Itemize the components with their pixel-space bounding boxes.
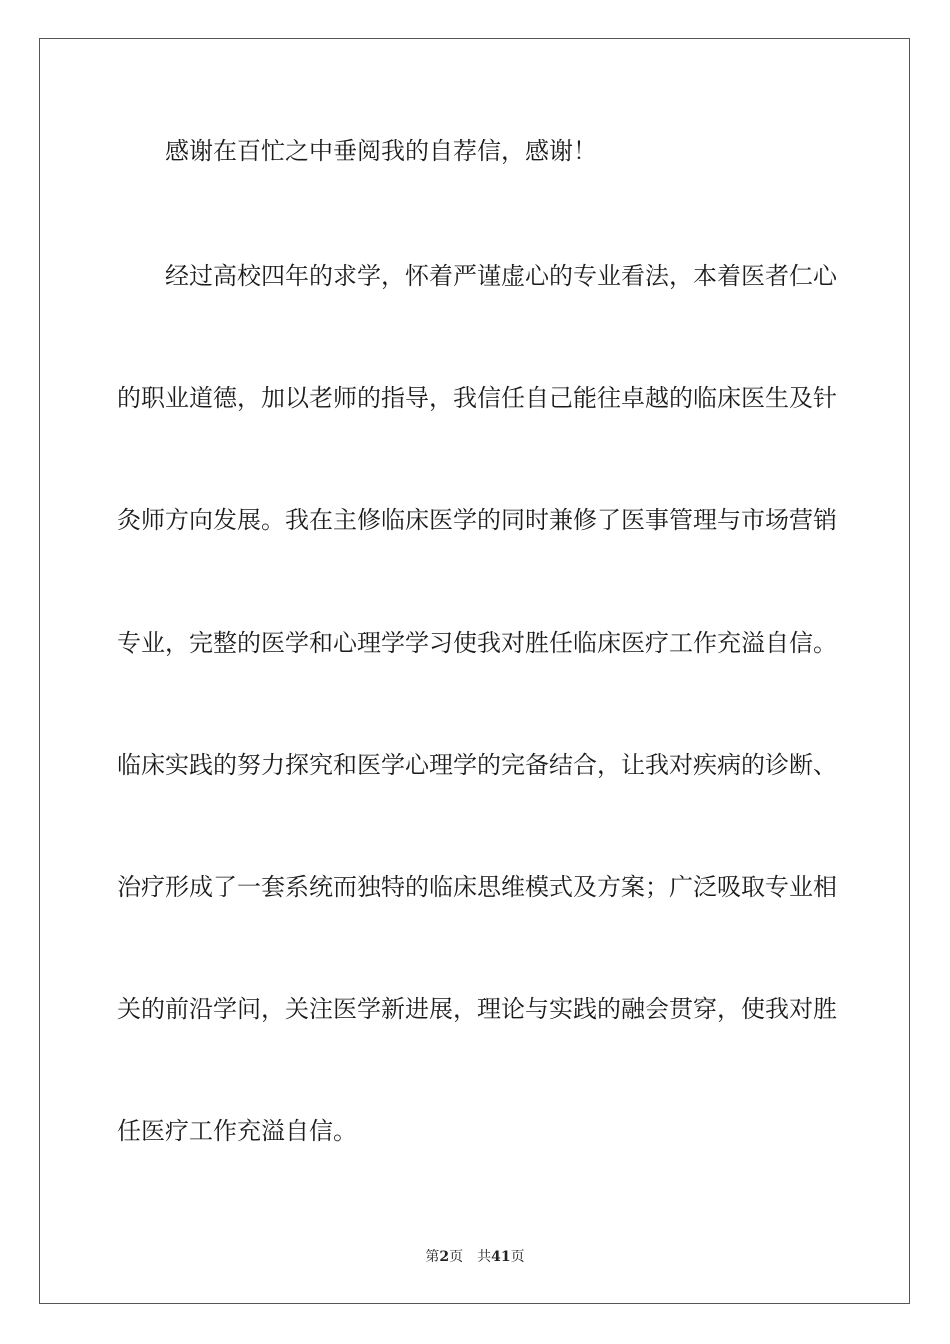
footer-page-prefix: 第 [425,1249,440,1265]
paragraph-line-9: 任医疗工作充溢自信。 [117,1117,357,1145]
footer-page-number: 2 [439,1249,450,1265]
page-footer [0,1248,950,1266]
paragraph-line-3: 的职业道德，加以老师的指导，我信任自己能往卓越的临床医生及针 [117,384,837,412]
paragraph-line-7: 治疗形成了一套系统而独特的临床思维模式及方案；广泛吸取专业相 [117,873,837,901]
footer-total-pages: 41 [491,1249,511,1265]
paragraph-line-8: 关的前沿学问，关注医学新进展，理论与实践的融会贯穿，使我对胜 [117,995,837,1023]
page-border [39,38,910,1304]
paragraph-line-6: 临床实践的努力探究和医学心理学的完备结合，让我对疾病的诊断、 [117,751,837,779]
footer-total-prefix: 共 [477,1249,492,1265]
paragraph-line-5: 专业，完整的医学和心理学学习使我对胜任临床医疗工作充溢自信。 [117,629,837,657]
paragraph-line-1: 感谢在百忙之中垂阅我的自荐信，感谢！ [165,137,597,165]
footer-page-suffix: 页 [449,1249,464,1265]
paragraph-line-2: 经过高校四年的求学，怀着严谨虚心的专业看法，本着医者仁心 [165,262,837,290]
paragraph-line-4: 灸师方向发展。我在主修临床医学的同时兼修了医事管理与市场营销 [117,506,837,534]
footer-total-suffix: 页 [510,1249,525,1265]
